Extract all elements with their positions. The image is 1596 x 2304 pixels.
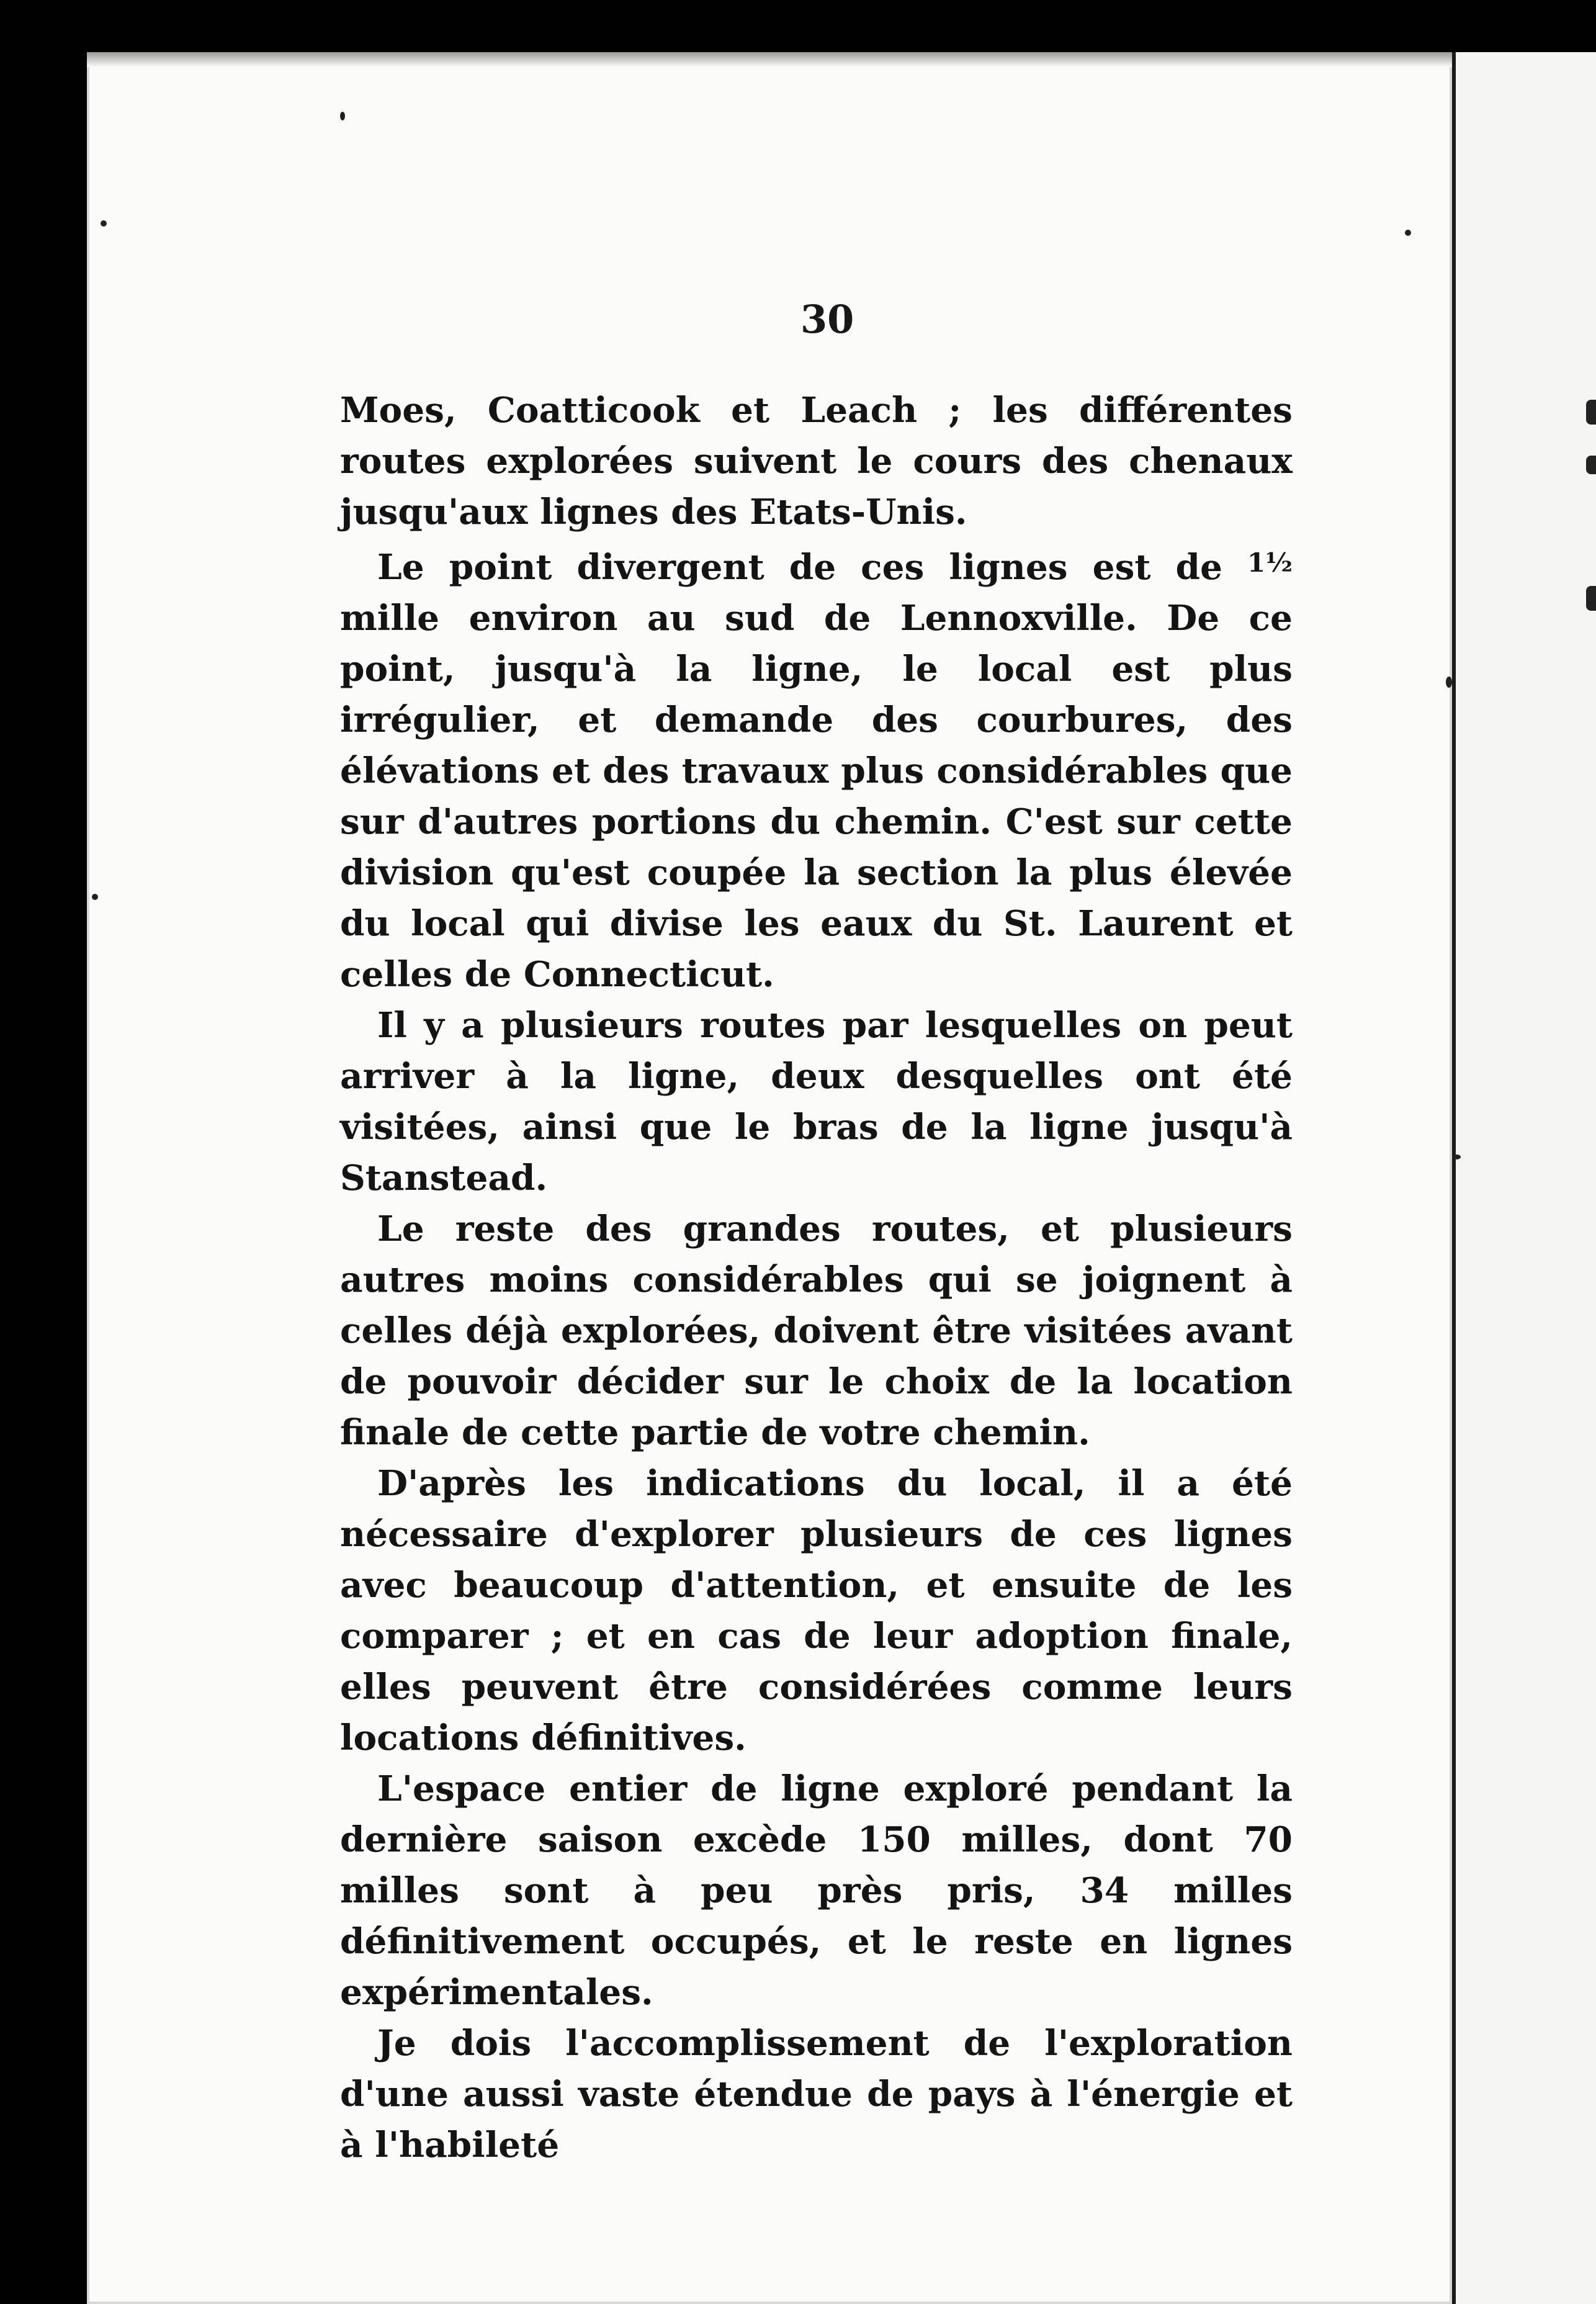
paragraph — [340, 538, 1293, 1000]
scan-speck — [1452, 1154, 1461, 1159]
paragraph: Moes, Coatticook et Leach ; les différentes routes explorées suivent le cours des chenaux jusqu'aux lignes des Etats-Unis. — [340, 390, 1293, 533]
scan-speck — [1446, 677, 1452, 688]
adjacent-text-fragment — [1586, 586, 1596, 611]
adjacent-text-fragment — [1586, 456, 1596, 474]
scan-speck — [340, 112, 345, 120]
scan-speck — [101, 220, 107, 227]
paragraph: Je dois l'accomplissement de l'exploration d'une aussi vaste étendue de pays à l'énergie et à l'habileté — [340, 2023, 1293, 2166]
paragraph: Le reste des grandes routes, et plusieurs autres moins considérables qui se joignent à celles déjà explorées, doivent être visitées avant de pouvoir décider sur le choix de la location finale de cette partie de votre chemin. — [340, 1208, 1293, 1453]
page-top-edge — [87, 52, 1452, 67]
paragraph: D'après les indications du local, il a été nécessaire d'explorer plusieurs de ces lignes avec beaucoup d'attention, et ensuite de les comparer ; et en cas de leur adoption finale, elles peuvent être considérées comme leurs locations définitives. — [340, 1463, 1293, 1758]
paragraph: Il y a plusieurs routes par lesquelles on peut arriver à la ligne, deux desquelles ont été visitées, ainsi que le bras de la ligne jusqu'à Stanstead. — [340, 1005, 1293, 1199]
paragraph-text: Le point divergent de ces lignes est de — [377, 547, 1247, 588]
paragraph: L'espace entier de ligne exploré pendant la dernière saison excède 150 milles, dont 70 milles sont à peu près pris, 34 milles définitivement occupés, et le reste en lignes expérimentales. — [340, 1768, 1293, 2013]
body-text — [340, 385, 1293, 2171]
adjacent-text-fragment — [1586, 400, 1596, 425]
adjacent-page-edge — [1452, 52, 1596, 2304]
fraction: 1½ — [1247, 547, 1293, 578]
page-number: 30 — [800, 297, 854, 342]
paragraph-text: mille environ au sud de Lennoxville. De ce point, jusqu'à la ligne, le local est plus irrégulier, et demande des courbures, des élévations et des travaux plus considérables que sur d'autres portions du chemin. C'est sur cette division qu'est coupée la section la plus élevée du local qui divise les eaux du St. Laurent et celles de Connecticut. — [340, 598, 1293, 995]
scan-speck — [92, 894, 98, 900]
scan-speck — [1405, 230, 1411, 236]
